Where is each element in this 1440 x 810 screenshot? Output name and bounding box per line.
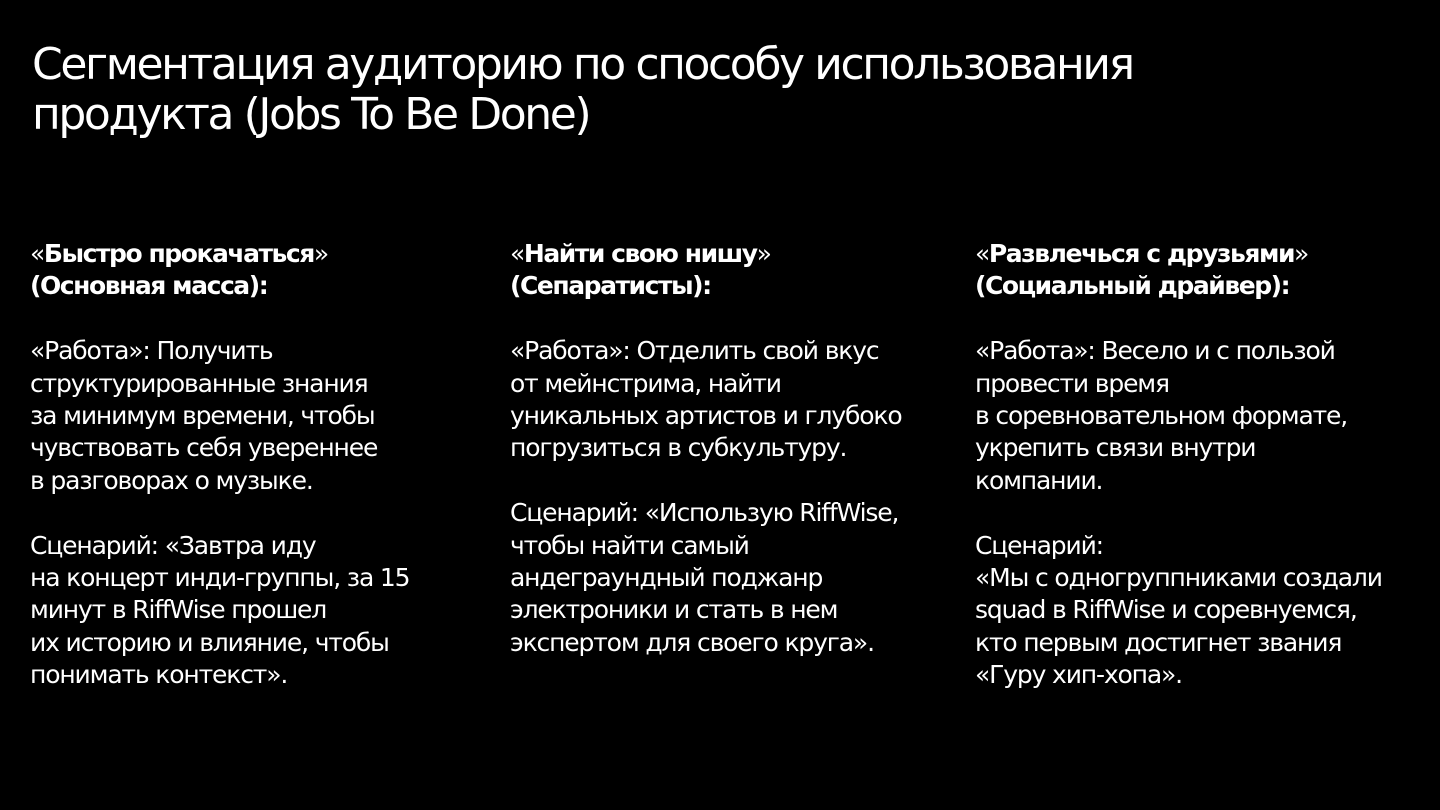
close-quote: » [1294,239,1308,268]
text-line: структурированные знания [30,368,368,398]
segment-column-fast-learners [30,238,470,692]
text-line: экспертом для своего круга». [510,627,874,657]
text-line: понимать контекст». [30,660,288,690]
spacer [510,303,950,335]
spacer [975,303,1425,335]
segment-heading [30,238,470,303]
segment-heading-name-line [510,238,950,270]
segment-heading-name-line [30,238,470,270]
open-quote: « [510,239,524,268]
slide-title-line: Сегментация аудиторию по способу использования [32,39,1133,90]
segment-job [30,335,470,497]
text-line: кто первым достигнет звания [975,627,1342,657]
text-line: «Работа»: Получить [30,336,273,366]
segment-heading-name-line [975,238,1425,270]
segment-name: Найти свою нишу [523,239,757,268]
segment-scenario [30,530,470,692]
spacer [975,497,1425,529]
text-line: чтобы найти самый [510,530,749,560]
segment-column-niche-seekers [510,238,950,659]
segment-subtitle: (Основная масса): [30,271,268,301]
spacer [30,497,470,529]
text-line: Сценарий: «Завтра иду [30,530,316,560]
segment-heading [510,238,950,303]
segment-job [510,335,950,465]
open-quote: « [30,239,44,268]
text-line: на концерт инди-группы, за 15 [30,563,410,593]
text-line: в разговорах о музыке. [30,465,313,495]
segment-scenario [975,530,1425,692]
text-line: «Гуру хип-хопа». [975,660,1182,690]
text-line: их историю и влияние, чтобы [30,627,389,657]
slide-title [32,40,1332,140]
text-line: укрепить связи внутри [975,433,1256,463]
spacer [510,465,950,497]
segment-job [975,335,1425,497]
segment-column-social-drivers [975,238,1425,692]
segment-name: Быстро прокачаться [43,239,314,268]
segment-subtitle: (Социальный драйвер): [975,271,1290,301]
open-quote: « [975,239,989,268]
text-line: андеграундный поджанр [510,563,823,593]
text-line: Сценарий: [975,530,1103,560]
text-line: уникальных артистов и глубоко [510,401,902,431]
text-line: «Работа»: Отделить свой вкус [510,336,879,366]
text-line: компании. [975,465,1103,495]
text-line: «Работа»: Весело и с пользой [975,336,1335,366]
text-line: за минимум времени, чтобы [30,401,375,431]
text-line: «Мы с одногруппниками создали [975,563,1382,593]
spacer [30,303,470,335]
text-line: минут в RiffWise прошел [30,595,327,625]
text-line: погрузиться в субкультуру. [510,433,847,463]
segment-name: Развлечься с друзьями [988,239,1295,268]
text-line: провести время [975,368,1169,398]
segment-subtitle: (Сепаратисты): [510,271,711,301]
close-quote: » [756,239,771,268]
text-line: Сценарий: «Использую RiffWise, [510,498,899,528]
text-line: чувствовать себя увереннее [30,433,378,463]
close-quote: » [313,239,328,268]
text-line: от мейнстрима, найти [510,368,781,398]
segment-scenario [510,497,950,659]
text-line: в соревновательном формате, [975,401,1348,431]
text-line: электроники и стать в нем [510,595,838,625]
text-line: squad в RiffWise и соревнуемся, [975,595,1357,625]
slide-title-line: продукта (Jobs To Be Done) [32,89,590,140]
segment-heading [975,238,1425,303]
